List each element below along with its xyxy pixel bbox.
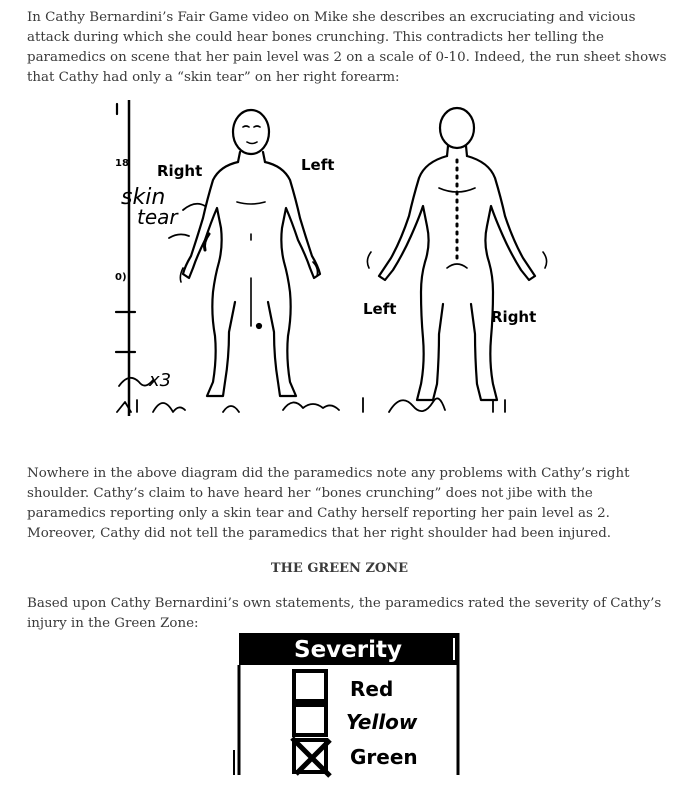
margin-mark-2: 0) bbox=[115, 272, 127, 283]
yellow-label: Yellow bbox=[346, 710, 418, 734]
yellow-checkbox bbox=[294, 705, 326, 735]
severity-title: Severity bbox=[294, 637, 402, 663]
back-right-label: Right bbox=[491, 308, 537, 326]
severity-image bbox=[232, 630, 462, 780]
back-body-figure bbox=[367, 108, 546, 400]
front-left-label: Left bbox=[301, 156, 335, 174]
handwritten-notes bbox=[117, 185, 505, 412]
paragraph-intro: In Cathy Bernardini’s Fair Game video on Mike she describes an excruciating and vicious attack during which she could hear bones crunching. This contradicts her telling the paramedics on scene that her pain level was 2 on a scale of 0-10. Indeed, the run sheet shows that Cathy had only a “skin tear” on her right forearm: bbox=[27, 10, 667, 85]
paragraph-green-zone: Based upon Cathy Bernardini’s own statements, the paramedics rated the severity of Cathy’s injury in the Green Zone: bbox=[27, 596, 662, 631]
section-heading: THE GREEN ZONE bbox=[270, 561, 409, 576]
red-label: Red bbox=[350, 677, 394, 701]
green-label: Green bbox=[350, 745, 418, 769]
handwriting-tear: tear bbox=[137, 205, 178, 229]
severity-option-green bbox=[292, 738, 418, 776]
margin-mark-1: 18 bbox=[115, 158, 129, 169]
severity-option-red bbox=[294, 671, 393, 701]
back-left-label: Left bbox=[363, 300, 397, 318]
front-body-figure bbox=[180, 110, 320, 396]
front-right-label: Right bbox=[157, 162, 203, 180]
handwriting-skin: skin bbox=[121, 185, 166, 210]
red-checkbox bbox=[294, 671, 326, 701]
handwriting-x3: x3 bbox=[149, 370, 172, 391]
body-diagram-image bbox=[113, 100, 575, 416]
paragraph-analysis: Nowhere in the above diagram did the paramedics note any problems with Cathy’s right shoulder. Cathy’s claim to have heard her “bones crunching” does not jibe with the paramedics reporting only a skin tear and Cathy herself reporting her pain level as 2. Moreover, Cathy did not tell the paramedics that her right shoulder had been injured. bbox=[27, 466, 630, 541]
severity-option-yellow bbox=[294, 705, 418, 735]
